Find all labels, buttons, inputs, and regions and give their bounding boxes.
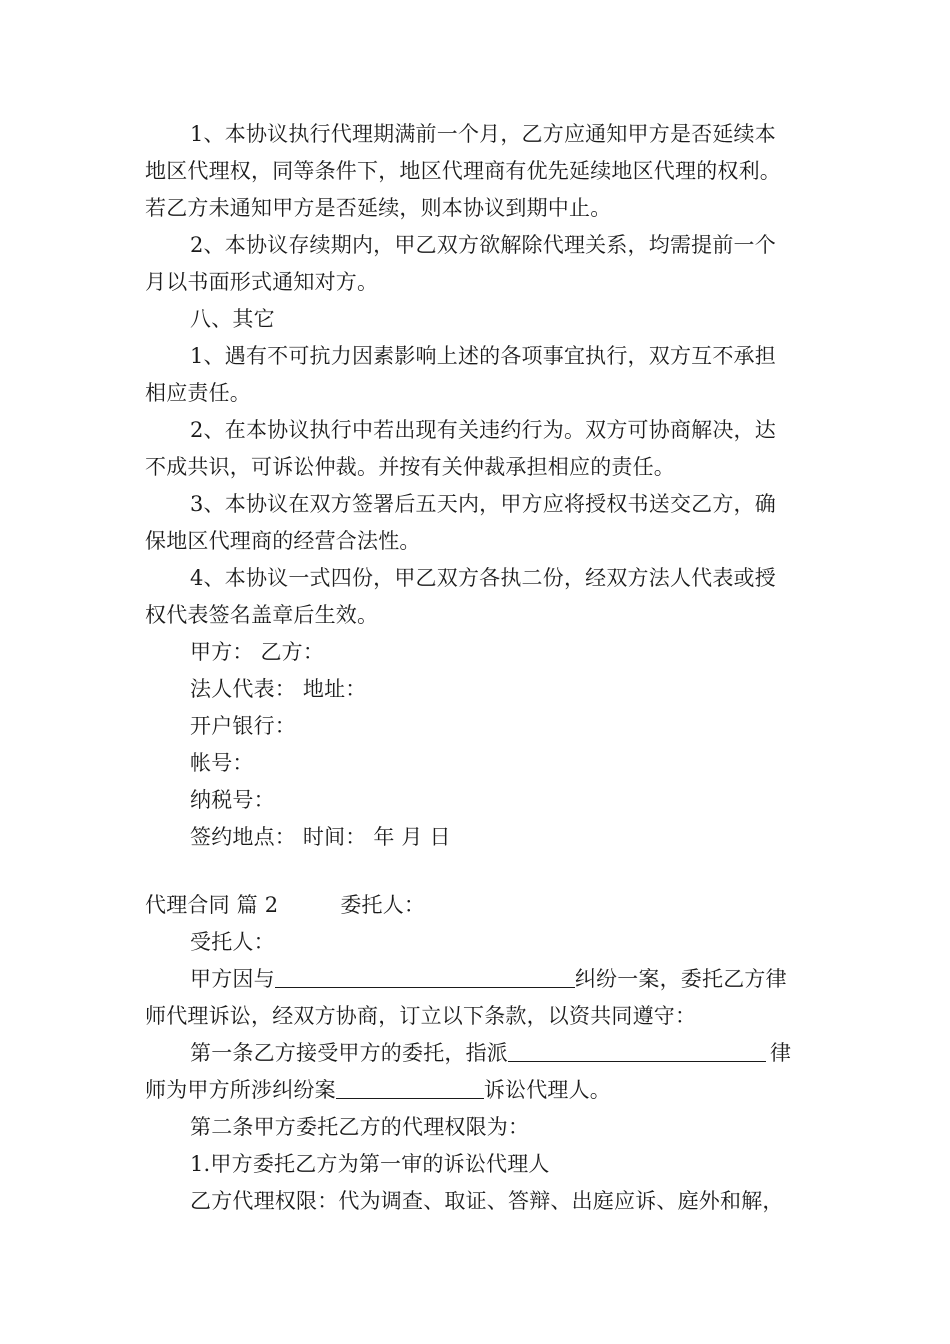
paragraph-line: 保地区代理商的经营合法性。 [145, 529, 421, 553]
signature-line-place-date: 签约地点： 时间： 年 月 日 [190, 825, 451, 849]
case-name-blank [336, 1077, 484, 1099]
paragraph-line: 1、本协议执行代理期满前一个月，乙方应通知甲方是否延续本 [190, 122, 776, 146]
article-1-cont: 师为甲方所涉纠纷案 诉讼代理人。 [145, 1078, 612, 1102]
client-label: 委托人： [340, 893, 426, 917]
contract-title: 代理合同 篇 2 [145, 893, 279, 917]
article-2-scope: 乙方代理权限：代为调查、取证、答辩、出庭应诉、庭外和解， [190, 1189, 784, 1213]
contract-heading [145, 887, 845, 924]
paragraph-line: 相应责任。 [145, 381, 251, 405]
signature-line-representative: 法人代表： 地址： [190, 677, 367, 701]
lawyer-name-blank [508, 1040, 766, 1062]
article-2-item-1: 1.甲方委托乙方为第一审的诉讼代理人 [190, 1152, 550, 1176]
paragraph-line: 3、本协议在双方签署后五天内，甲方应将授权书送交乙方，确 [190, 492, 776, 516]
paragraph-line: 不成共识，可诉讼仲裁。并按有关仲裁承担相应的责任。 [145, 455, 675, 479]
trustee-label: 受托人： [190, 930, 275, 954]
paragraph-line: 2、在本协议执行中若出现有关违约行为。双方可协商解决，达 [190, 418, 776, 442]
paragraph-line: 2、本协议存续期内，甲乙双方欲解除代理关系，均需提前一个 [190, 233, 776, 257]
signature-line-account: 帐号： [190, 751, 254, 775]
signature-line-parties: 甲方： 乙方： [190, 640, 325, 664]
section-heading: 八、其它 [190, 307, 275, 331]
article-1: 第一条乙方接受甲方的委托，指派 律 [190, 1041, 792, 1065]
paragraph-line: 月以书面形式通知对方。 [145, 270, 379, 294]
paragraph-line: 1、遇有不可抗力因素影响上述的各项事宜执行，双方互不承担 [190, 344, 776, 368]
article-2: 第二条甲方委托乙方的代理权限为： [190, 1115, 530, 1139]
paragraph-line: 若乙方未通知甲方是否延续，则本协议到期中止。 [145, 196, 612, 220]
paragraph-line: 权代表签名盖章后生效。 [145, 603, 379, 627]
signature-line-tax: 纳税号： [190, 788, 275, 812]
paragraph-line: 地区代理权，同等条件下，地区代理商有优先延续地区代理的权利。 [145, 159, 781, 183]
paragraph-line: 师代理诉讼，经双方协商，订立以下条款，以资共同遵守： [145, 1004, 697, 1028]
dispute-party-blank [275, 966, 575, 988]
clause-intro: 甲方因与 纠纷一案，委托乙方律 [190, 967, 787, 991]
paragraph-line: 4、本协议一式四份，甲乙双方各执二份，经双方法人代表或授 [190, 566, 776, 590]
signature-line-bank: 开户银行： [190, 714, 296, 738]
